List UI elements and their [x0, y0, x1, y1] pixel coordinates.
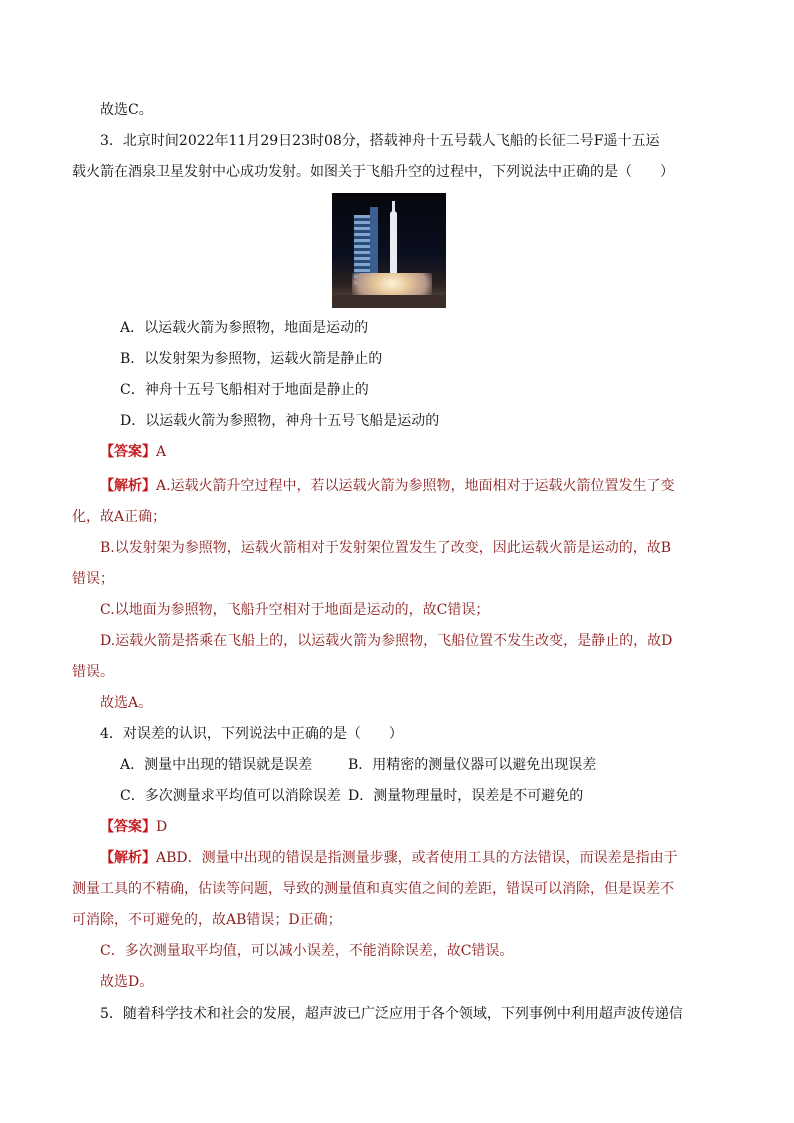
q4-option-d: D．测量物理量时，误差是不可避免的 — [348, 788, 584, 804]
analysis-tag-q4: 【解析】 — [100, 850, 156, 866]
question-5: 5．随着科学技术和社会的发展，超声波已广泛应用于各个领域，下列事例中利用超声波传递信 — [100, 1006, 683, 1022]
q4-analysis-1 — [100, 848, 678, 868]
q3-analysis-4: 错误； — [72, 571, 114, 587]
q3-answer-value: A — [156, 444, 167, 460]
q3-option-b: B．以发射架为参照物，运载火箭是静止的 — [120, 351, 383, 367]
q3-option-c: C．神舟十五号飞船相对于地面是静止的 — [120, 382, 369, 398]
question-3-line-2: 载火箭在酒泉卫星发射中心成功发射。如图关于飞船升空的过程中，下列说法中正确的是（ ） — [72, 164, 674, 180]
rocket-launch-photo — [332, 193, 446, 308]
answer-tag-q4: 【答案】 — [100, 819, 156, 835]
q4-option-a: A．测量中出现的错误就是误差 — [120, 757, 313, 773]
q4-analysis-2: 测量工具的不精确，估读等问题，导致的测量值和真实值之间的差距，错误可以消除，但是误差不 — [72, 881, 674, 897]
q3-analysis-6: D.运载火箭是搭乘在飞船上的，以运载火箭为参照物，飞船位置不发生改变，是静止的，故D — [100, 633, 673, 649]
answer-tag: 【答案】 — [100, 444, 156, 460]
q3-pick: 故选A。 — [100, 695, 153, 711]
q3-analysis-1-text: A.运载火箭升空过程中，若以运载火箭为参照物，地面相对于运载火箭位置发生了变 — [156, 478, 675, 494]
q4-analysis-1-text: ABD．测量中出现的错误是指测量步骤，或者使用工具的方法错误，而误差是指由于 — [156, 850, 678, 866]
q4-answer-value: D — [156, 819, 168, 835]
q3-option-a: A．以运载火箭为参照物，地面是运动的 — [120, 320, 369, 336]
q3-answer — [100, 442, 166, 462]
q4-pick: 故选D。 — [100, 974, 154, 990]
q3-analysis-3: B.以发射架为参照物，运载火箭相对于发射架位置发生了改变，因此运载火箭是运动的，故B — [100, 540, 672, 556]
q4-analysis-3: 可消除，不可避免的，故AB错误；D正确； — [72, 912, 342, 928]
q3-analysis-1 — [100, 476, 675, 496]
analysis-tag: 【解析】 — [100, 478, 156, 494]
q3-analysis-7: 错误。 — [72, 664, 114, 680]
q4-option-c: C．多次测量求平均值可以消除误差 — [120, 788, 341, 804]
q3-analysis-5: C.以地面为参照物，飞船升空相对于地面是运动的，故C错误； — [100, 602, 490, 618]
q3-option-d: D．以运载火箭为参照物，神舟十五号飞船是运动的 — [120, 413, 440, 429]
ground-shape — [332, 295, 446, 308]
q4-option-b: B．用精密的测量仪器可以避免出现误差 — [348, 757, 597, 773]
q4-answer — [100, 817, 167, 837]
q4-analysis-4: C．多次测量取平均值，可以减小误差，不能消除误差，故C错误。 — [100, 943, 514, 959]
pick-c-line: 故选C。 — [100, 102, 153, 118]
question-3-line-1: 3．北京时间2022年11月29日23时08分，搭载神舟十五号载人飞船的长征二号F遥十五运 — [100, 133, 660, 149]
question-4: 4．对误差的认识，下列说法中正确的是（ ） — [100, 726, 403, 742]
q3-analysis-2: 化，故A正确； — [72, 509, 167, 525]
rocket-body — [390, 211, 397, 273]
